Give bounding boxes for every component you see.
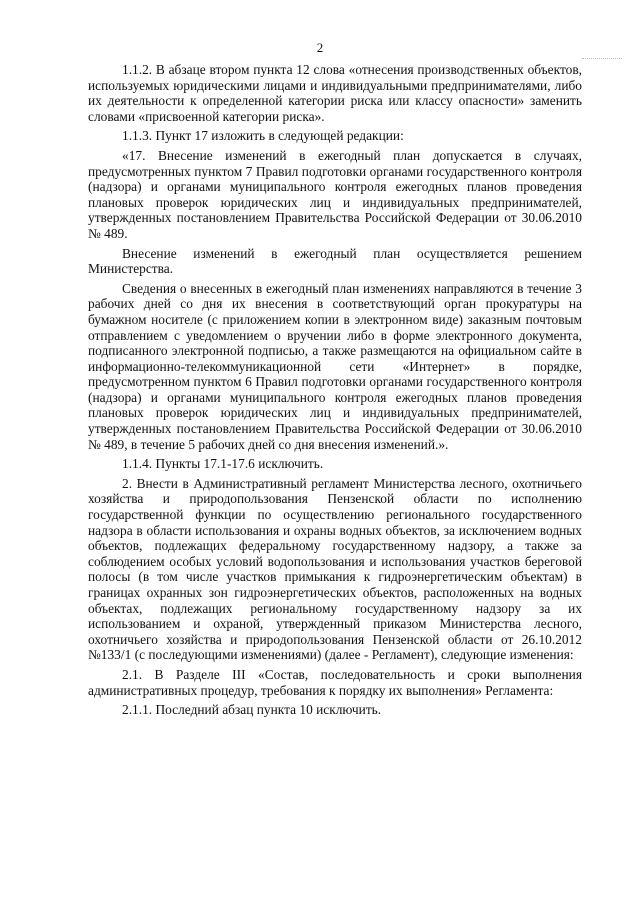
paragraph-1-1-3: 1.1.3. Пункт 17 изложить в следующей редакции: (122, 128, 404, 144)
document-body (88, 62, 582, 722)
paragraph-1-1-4: 1.1.4. Пункты 17.1-17.6 исключить. (122, 456, 324, 472)
paragraph-2: 2. Внести в Административный регламент Министерства лесного, охотничьего хозяйства и природопользования Пензенской области по исполнению государственной функции по осуществлению регионального государственного надзора в области использования и охраны водных объектов, за исключением водных объектов, подлежащих федеральному государственному надзору, а также за соблюдением особых условий водопользования и использования участков береговой полосы (в том числе участков примыкания к гидроэнергетическим объектам) в границах охранных зон гидроэнергетических объектов, расположенных на водных объектах, подлежащих региональному государственному надзору за их использованием и охраной, утвержденный приказом Министерства лесного, охотничьего хозяйства и природопользования Пензенской области от 26.10.2012 №133/1 (с последующими изменениями) (далее - Регламент), следующие изменения: (88, 475, 582, 663)
paragraph-1-1-2: 1.1.2. В абзаце втором пункта 12 слова «отнесения производственных объектов, используемых юридическими лицами и индивидуальными предпринимателями, либо их деятельности к определенной категории риска или классу опасности» заменить словами «присвоенной категории риска». (88, 62, 582, 124)
page-number: 2 (316, 40, 324, 55)
paragraph-17-quote: «17. Внесение изменений в ежегодный план допускается в случаях, предусмотренных пунктом 7 Правил подготовки органами государственного контроля (надзора) и органами муниципального контроля ежегодных планов проведения плановых проверок юридических лиц и индивидуальных предпринимателей, утвержденных постановлением Правительства Российской Федерации от 30.06.2010 № 489. (88, 147, 582, 241)
paragraph-ministry-decision: Внесение изменений в ежегодный план осуществляется решением Министерства. (88, 245, 582, 277)
paragraph-changes-info: Сведения о внесенных в ежегодный план изменениях направляются в течение 3 рабочих дней со дня их внесения в соответствующий орган прокуратуры на бумажном носителе (с приложением копии в электронном виде) заказным почтовым отправлением с уведомлением о вручении либо в форме электронного документа, подписанного электронной подписью, а также размещаются на официальном сайте в информационно-телекоммуникационной сети «Интернет» в порядке, предусмотренном пунктом 6 Правил подготовки органами государственного контроля (надзора) и органами муниципального контроля ежегодных планов проведения плановых проверок юридических лиц и индивидуальных предпринимателей, утвержденных постановлением Правительства Российской Федерации от 30.06.2010 № 489, в течение 5 рабочих дней со дня внесения изменений.». (88, 280, 582, 452)
paragraph-2-1: 2.1. В Разделе III «Состав, последовательность и сроки выполнения административных процедур, требования к порядку их выполнения» Регламента: (88, 666, 582, 698)
scan-noise (582, 58, 622, 61)
paragraph-2-1-1: 2.1.1. Последний абзац пункта 10 исключить. (122, 702, 382, 718)
